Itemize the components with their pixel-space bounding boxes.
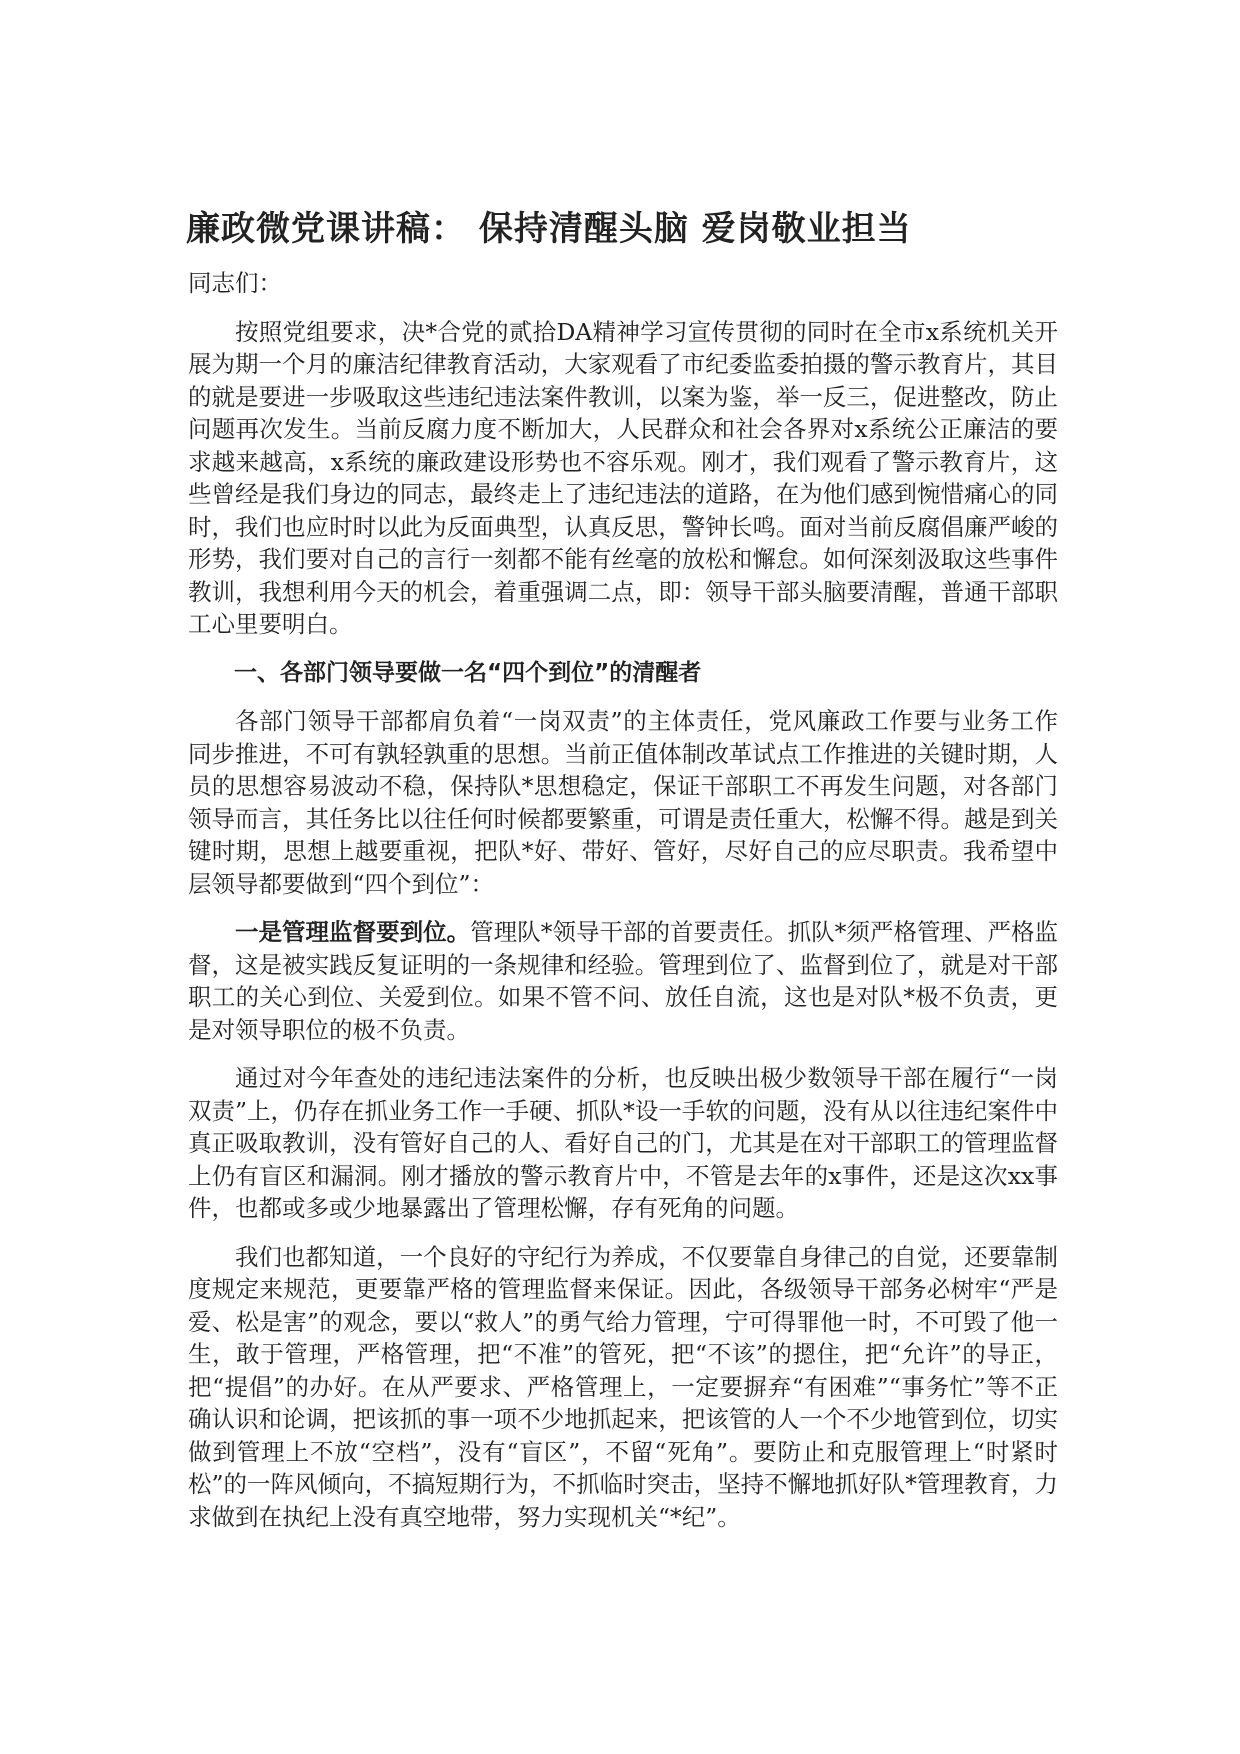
paragraph-discipline: 我们也都知道，一个良好的守纪行为养成，不仅要靠自身律己的自觉，还要靠制度规定来规范，更要靠严格的管理监督来保证。因此，各级领导干部务必树牢“严是爱、松是害”的观念，要以“救人”的勇气给力管理，宁可得罪他一时，不可毁了他一生，敢于管理，严格管理，把“不准”的管死，把“不该”的摁住，把“允许”的导正，把“提倡”的办好。在从严要求、严格管理上，一定要摒弃“有困难”“事务忙”等不正确认识和论调，把该抓的事一项不少地抓起来，把该管的人一个不少地管到位，切实做到管理上不放“空档”，没有“盲区”，不留“死角”。要防止和克服管理上“时紧时松”的一阵风倾向，不搞短期行为，不抓临时突击，坚持不懈地抓好队*管理教育，力求做到在执纪上没有真空地带，努力实现机关“*纪”。 [188, 1242, 1058, 1531]
paragraph-body: 管理队*领导干部的首要责任。抓队*须严格管理、严格监督，这是被实践反复证明的一条规律和经验。管理到位了、监督到位了，就是对干部职工的关心到位、关爱到位。如果不管不问、放任自流，这也是对队*极不负责，更是对领导职位的极不负责。 [188, 918, 1059, 1044]
section-heading-1: 一、各部门领导要做一名“四个到位”的清醒者 [234, 659, 702, 686]
greeting: 同志们： [188, 269, 282, 297]
paragraph-management-supervision [188, 916, 1058, 1046]
paragraph-case-analysis: 通过对今年查处的违纪违法案件的分析，也反映出极少数领导干部在履行“一岗双责”上，仍存在抓业务工作一手硬、抓队*设一手软的问题，没有从以往违纪案件中真正吸取教训，没有管好自己的人、看好自己的门，尤其是在对干部职工的管理监督上仍有盲区和漏洞。刚才播放的警示教育片中，不管是去年的x事件，还是这次xx事件，也都或多或少地暴露出了管理松懈，存有死角的问题。 [188, 1064, 1058, 1222]
paragraph-responsibility: 各部门领导干部都肩负着“一岗双责”的主体责任，党风廉政工作要与业务工作同步推进，不可有孰轻孰重的思想。当前正值体制改革试点工作推进的关键时期，人员的思想容易波动不稳，保持队*思想稳定，保证干部职工不再发生问题，对各部门领导而言，其任务比以往任何时候都要繁重，可谓是责任重大，松懈不得。越是到关键时期，思想上越要重视，把队*好、带好、管好，尽好自己的应尽职责。我希望中层领导都要做到“四个到位”： [188, 707, 1058, 898]
paragraph-lead-phrase: 一是管理监督要到位。 [235, 918, 471, 946]
paragraph-intro: 按照党组要求，决*合党的贰拾DA精神学习宣传贯彻的同时在全市x系统机关开展为期一个月的廉洁纪律教育活动，大家观看了市纪委监委拍摄的警示教育片，其目的就是要进一步吸取这些违纪违法案件教训，以案为鉴，举一反三，促进整改，防止问题再次发生。当前反腐力度不断加大，人民群众和社会各界对x系统公正廉洁的要求越来越高，x系统的廉政建设形势也不容乐观。刚才，我们观看了警示教育片，这些曾经是我们身边的同志，最终走上了违纪违法的道路，在为他们感到惋惜痛心的同时，我们也应时时以此为反面典型，认真反思，警钟长鸣。面对当前反腐倡廉严峻的形势，我们要对自己的言行一刻都不能有丝毫的放松和懈怠。如何深刻汲取这些事件教训，我想利用今天的机会，着重强调二点，即：领导干部头脑要清醒，普通干部职工心里要明白。 [188, 317, 1058, 638]
document-title: 廉政微党课讲稿： 保持清醒头脑 爱岗敬业担当 [186, 209, 912, 249]
document-page [188, 205, 1058, 1549]
